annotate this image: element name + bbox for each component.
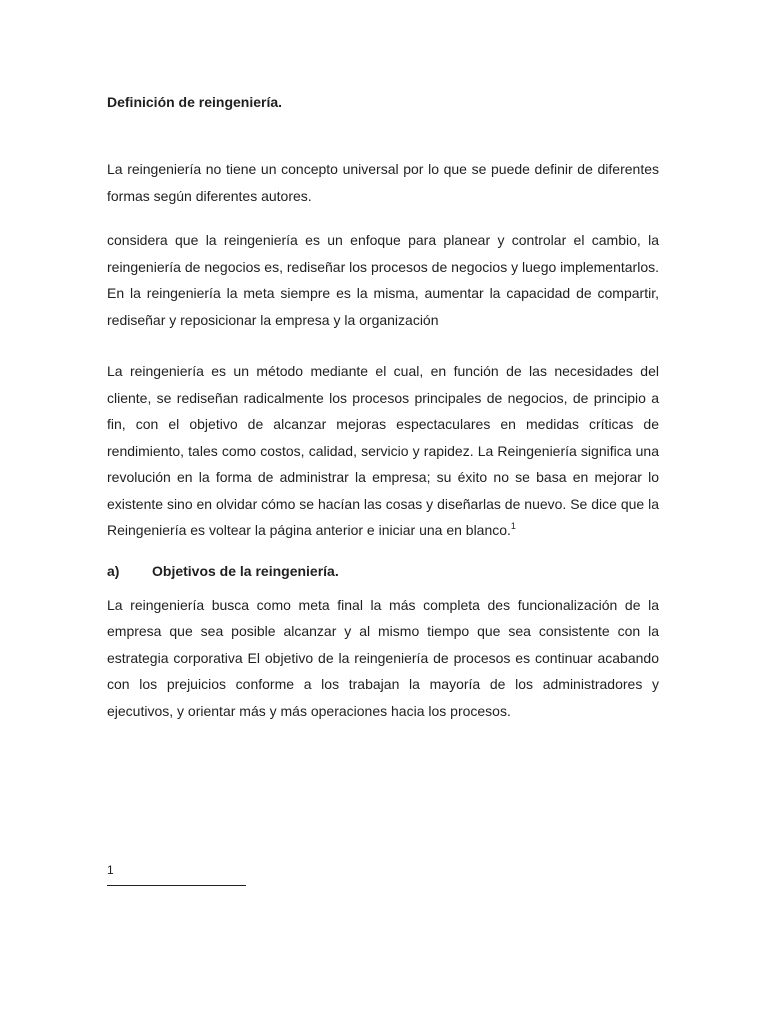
paragraph-method-text: La reingeniería es un método mediante el cual, en función de las necesidades del cliente, se rediseñan radicalmente los procesos principales de negocios, de principio a fin, con el objetivo de alcanzar mejoras espectaculares en medidas críticas de rendimiento, tales como costos, calidad, servicio y rapidez. La Reingeniería significa una revolución en la forma de administrar la empresa; su éxito no se basa en mejorar lo existente sino en olvidar cómo se hacían las cosas y diseñarlas de nuevo. Se dice que la Reingeniería es voltear la página anterior e iniciar una en blanco.: [107, 363, 659, 538]
paragraph-method: [107, 358, 659, 544]
paragraph-objectives: La reingeniería busca como meta final la más completa des funcionalización de la empresa que sea posible alcanzar y al mismo tiempo que sea consistente con la estrategia corporativa El objetivo de la reingeniería de procesos es continuar acabando con los prejuicios conforme a los trabajan la mayoría de los administradores y ejecutivos, y orientar más y más operaciones hacia los procesos.: [107, 596, 659, 719]
footnote-reference[interactable]: 1: [510, 521, 516, 531]
footnote-separator: [107, 885, 246, 886]
subsection-heading: [107, 558, 659, 584]
subsection-title: Objetivos de la reingeniería.: [152, 562, 339, 579]
footnote-number: 1: [107, 863, 114, 877]
section-heading: Definición de reingeniería.: [107, 94, 283, 110]
paragraph-intro: La reingeniería no tiene un concepto universal por lo que se puede definir de diferentes formas según diferentes autores.: [107, 161, 659, 204]
document-body: [107, 92, 659, 724]
paragraph-definition: considera que la reingeniería es un enfoque para planear y controlar el cambio, la reingeniería de negocios es, rediseñar los procesos de negocios y luego implementarlos. En la reingeniería la meta siempre es la misma, aumentar la capacidad de compartir, rediseñar y reposicionar la empresa y la organización: [107, 232, 659, 328]
subsection-marker: a): [107, 562, 120, 579]
